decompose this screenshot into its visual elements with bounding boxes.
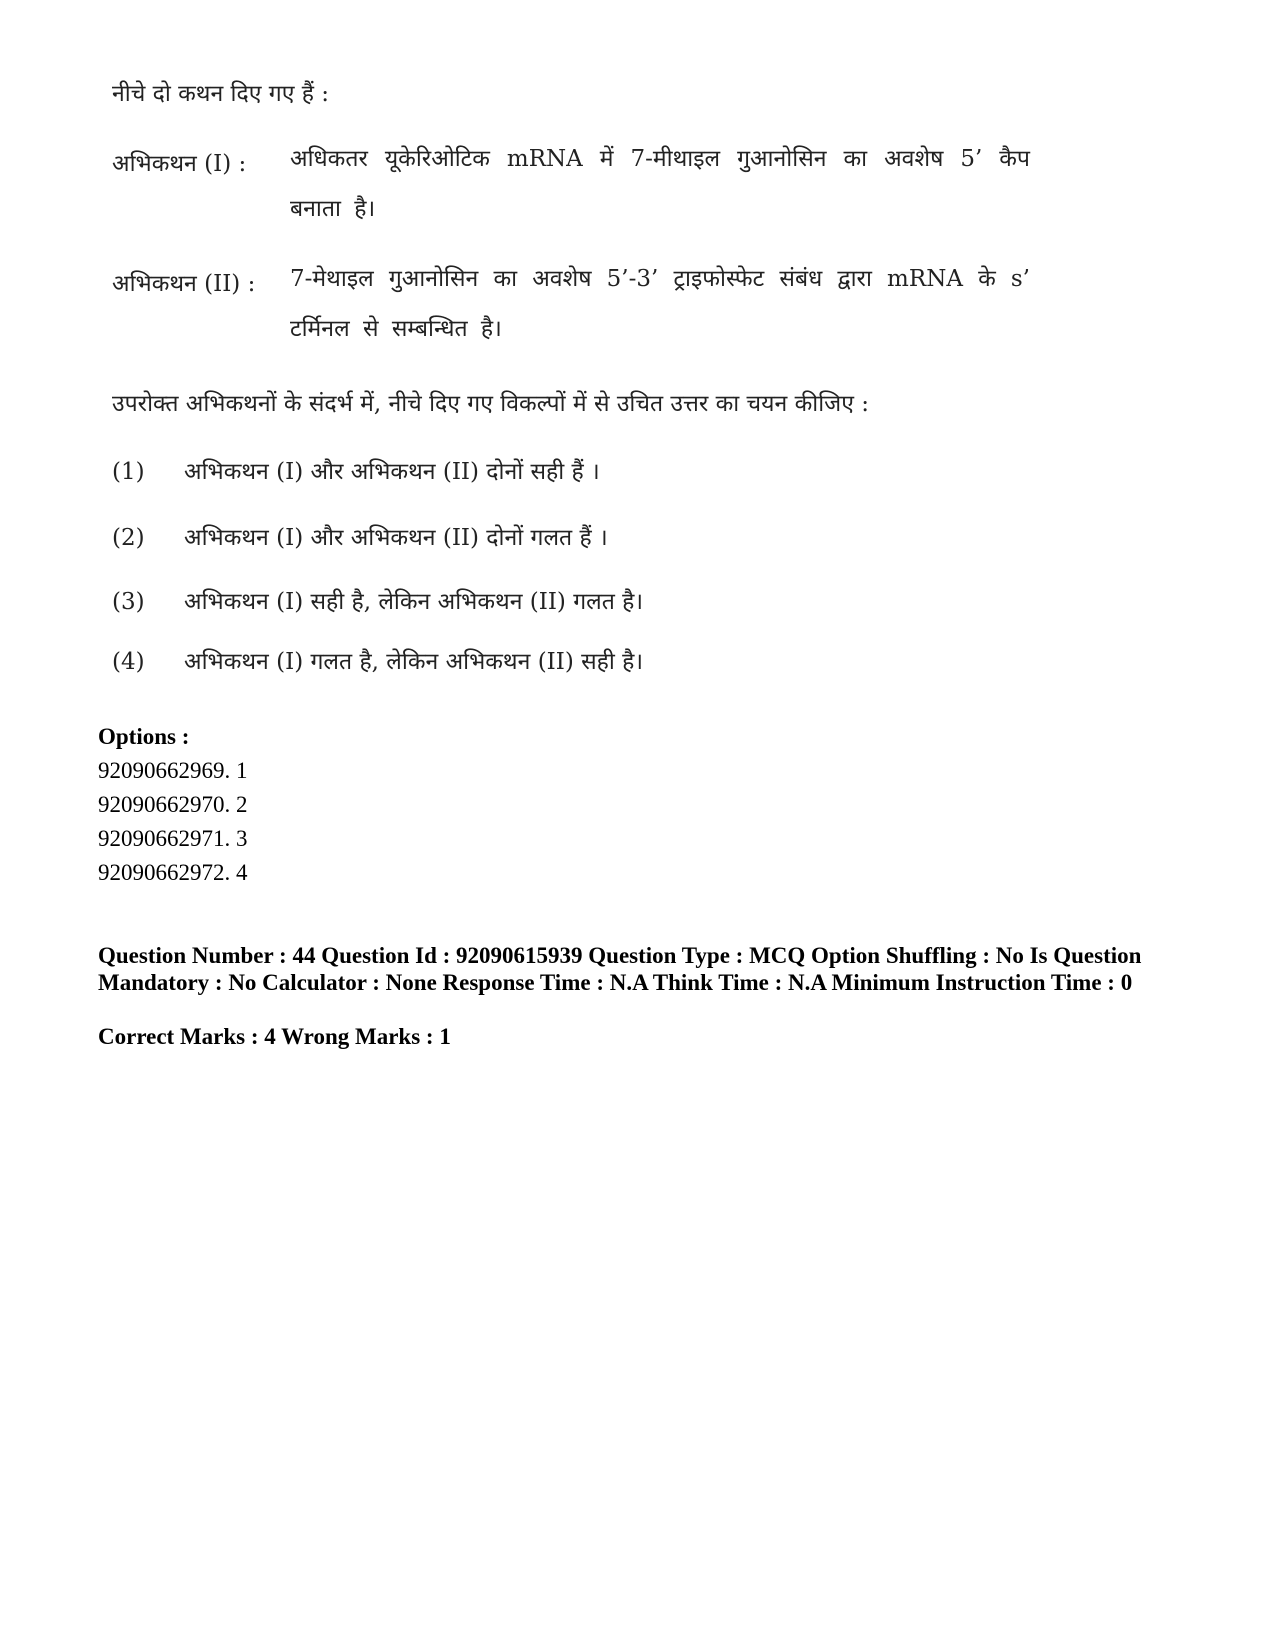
assertion-2-line-2: टर्मिनल से सम्बन्धित है। [290, 316, 502, 342]
assertion-1-label: अभिकथन (I) : [112, 151, 247, 177]
option-item: 92090662969. 1 [98, 758, 248, 783]
assertion-2-text [290, 254, 1030, 354]
assertion-2-line-1: 7-मेथाइल गुआनोसिन का अवशेष 5’-3’ ट्राइफोस्फेट संबंध द्वारा mRNA के s’ [290, 266, 1030, 292]
assertion-1-text [290, 134, 1030, 234]
choice-1 [112, 454, 600, 486]
choice-4-text: अभिकथन (I) गलत है, लेकिन अभिकथन (II) सही है। [184, 649, 644, 675]
question-marks: Correct Marks : 4 Wrong Marks : 1 [98, 1024, 451, 1049]
choice-3-number: (3) [112, 589, 145, 615]
choice-3-text: अभिकथन (I) सही है, लेकिन अभिकथन (II) गलत है। [184, 589, 644, 615]
choice-2-number: (2) [112, 525, 145, 551]
option-item: 92090662971. 3 [98, 826, 248, 851]
question-instruction: उपरोक्त अभिकथनों के संदर्भ में, नीचे दिए गए विकल्पों में से उचित उत्तर का चयन कीजिए : [112, 391, 869, 417]
assertion-1-line-1: अधिकतर यूकेरिओटिक mRNA में 7-मीथाइल गुआनोसिन का अवशेष 5’ कैप [290, 146, 1030, 172]
option-item: 92090662972. 4 [98, 860, 248, 885]
choice-4-number: (4) [112, 649, 145, 675]
choice-3 [112, 584, 643, 616]
choice-2-text: अभिकथन (I) और अभिकथन (II) दोनों गलत हैं । [184, 525, 608, 551]
choice-1-number: (1) [112, 459, 145, 485]
question-details: Question Number : 44 Question Id : 92090615939 Question Type : MCQ Option Shuffling : No Is Question Mandatory : No Calculator : None Response Time : N.A Think Time : N.A Minimum Instruction Time : 0 [98, 943, 1142, 995]
assertion-1-line-2: बनाता है। [290, 196, 376, 222]
assertion-2-label: अभिकथन (II) : [112, 271, 256, 297]
choice-4 [112, 644, 643, 676]
choice-1-text: अभिकथन (I) और अभिकथन (II) दोनों सही हैं । [184, 459, 600, 485]
question-intro: नीचे दो कथन दिए गए हैं : [112, 81, 330, 107]
choice-2 [112, 520, 608, 552]
options-heading: Options : [98, 724, 190, 749]
option-item: 92090662970. 2 [98, 792, 248, 817]
